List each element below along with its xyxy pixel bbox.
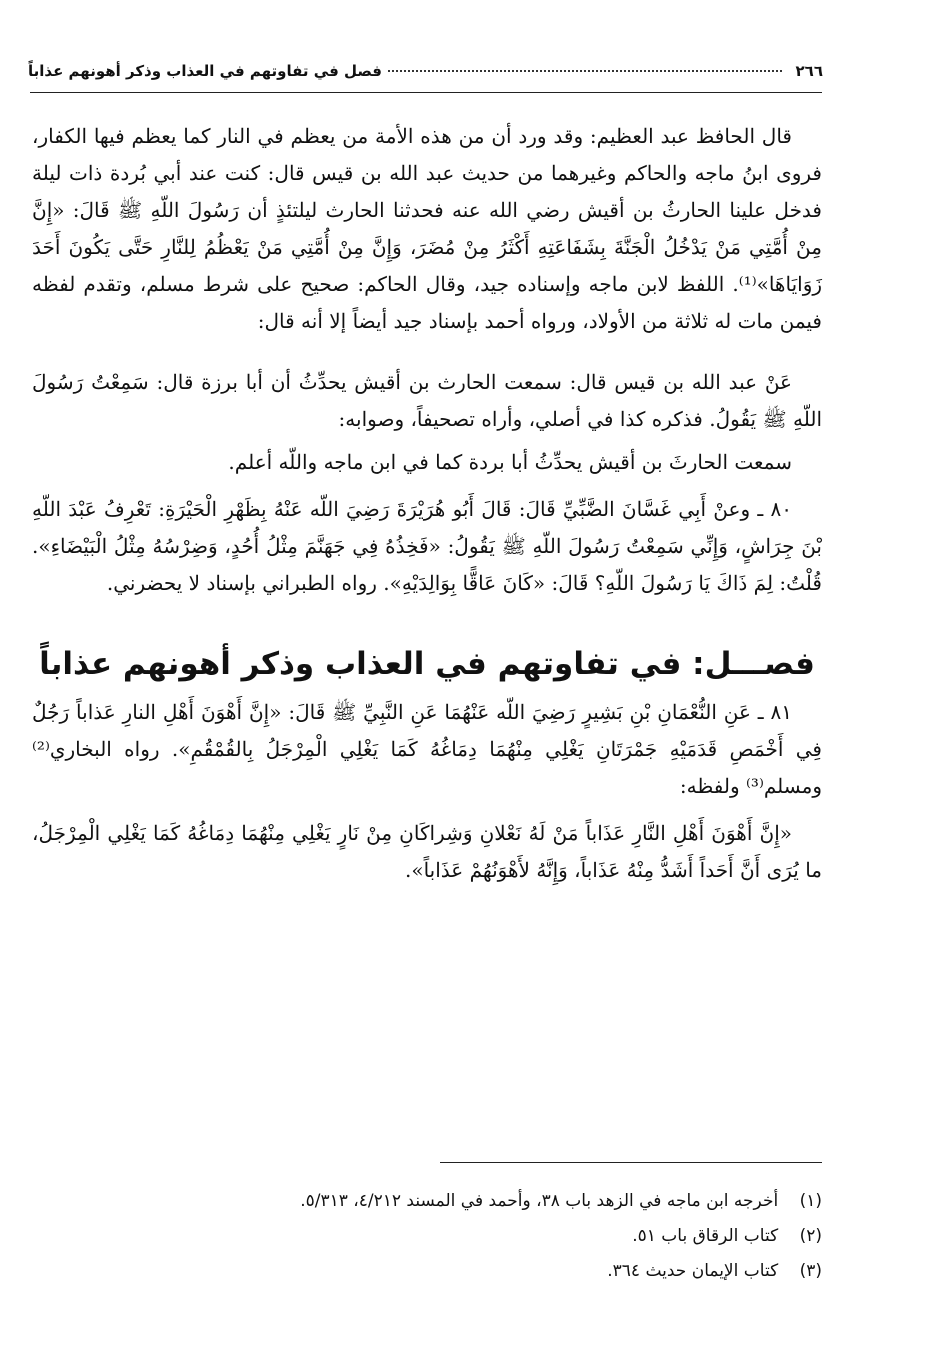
footnote-text: كتاب الإيمان حديث ٣٦٤. <box>607 1261 779 1281</box>
footnote-number: (٣) <box>799 1261 822 1281</box>
footnote-text: كتاب الرقاق باب ٥١. <box>632 1226 779 1246</box>
footnote-item <box>120 1184 822 1219</box>
footnote-number: (١) <box>799 1191 822 1211</box>
footnotes <box>120 1184 822 1289</box>
footnote-item <box>120 1254 822 1289</box>
header-dot-leader <box>388 70 782 72</box>
hadith-81-muslim-wording: «إِنَّ أَهْوَنَ أَهْلِ النَّارِ عَذَاباً مَنْ لَهُ نَعْلانِ وَشِراكَانِ مِنْ نَارٍ يَغْلِي مِنْهُمَا دِمَاغُهُ كَمَا يَغْلِي الْمِرْجَلُ، ما يُرَى أَنَّ أَحَداً أَشَدُّ مِنْهُ عَذَاباً، وَإِنَّهُ لأَهْوَنُهُمْ عَذَاباً». <box>32 821 822 882</box>
running-title: فصل في تفاوتهم في العذاب وذكر أهونهم عذاباً <box>28 62 382 80</box>
hadith-80: ٨٠ ـ وعنْ أَبِي غَسَّانَ الضَّبِّيِّ قَالَ: قَالَ أَبُو هُرَيْرَةَ رَضِيَ اللّه عَنْهُ بِظَهْرِ الْحَيْرَةِ: تَعْرِفُ عَبْدَ اللّهِ بْنَ جِرَاشٍ، وَإِنِّي سَمِعْتُ رَسُولَ اللّهِ ﷺ يَقُولُ: «فَخِذُهُ فِي جَهَنَّمَ مِثْلُ أُحُدٍ، وَضِرْسُهُ مِثْلُ الْبَيْضَاءِ». قُلْتُ: لِمَ ذَاكَ يَا رَسُولَ اللّهِ؟ قَالَ: «كَانَ عَاقًّا بِوَالِدَيْهِ». رواه الطبراني بإسناد لا يحضرني. <box>32 497 822 595</box>
footnote-text: أخرجه ابن ماجه في الزهد باب ٣٨، وأحمد في المسند ٤/٢١٢، ٥/٣١٣. <box>300 1191 779 1211</box>
main-text <box>32 118 822 889</box>
running-header <box>28 62 823 80</box>
header-rule <box>30 92 822 93</box>
page-number: ٢٦٦ <box>795 62 823 80</box>
paragraph-abdullah-ibn-qays: عَنْ عبد الله بن قيس قال: سمعت الحارث بن أقيش يحدِّثُ أن أبا برزة قال: سَمِعْتُ رَسُولَ اللّهِ ﷺ يَقُولُ. فذكره كذا في أصلي، وأراه تصحيفاً، وصوابه: <box>32 370 822 431</box>
section-title: فصـــل: في تفاوتهم في العذاب وذكر أهونهم عذاباً <box>39 646 815 682</box>
hadith-81: ٨١ ـ عَنِ النُّعْمَانِ بْنِ بَشِيرٍ رَضِيَ اللّه عَنْهُمَا عَنِ النَّبِيِّ ﷺ قَالَ: «إِنَّ أَهْوَنَ أَهْلِ النارِ عَذاباً رَجُلٌ فِي أَخْمَصِ قَدَمَيْهِ جَمْرَتَانِ يَغْلِي مِنْهُمَا دِمَاغُهُ كَمَا يَغْلِي الْمِرْجَلُ بِالقُمْقُمِ». رواه البخاري⁽²⁾ ومسلم⁽³⁾ ولفظه: <box>32 700 822 798</box>
paragraph-hafiz: قال الحافظ عبد العظيم: وقد ورد أن من هذه الأمة من يعظم في النار كما يعظم فيها الكفار، فروى ابنُ ماجه والحاكم وغيرهما من حديث عبد الله بن قيس قال: كنت عند أبي بُردة ذات ليلة فدخل علينا الحارثُ بن أقيش رضي الله عنه فحدثنا الحارث ليلتئذٍ أن رَسُولَ اللّهِ ﷺ قَالَ: «إِنَّ مِنْ أُمَّتِي مَنْ يَدْخُلُ الْجَنَّةَ بِشَفَاعَتِهِ أَكْثَرُ مِنْ مُضَرَ، وَإِنَّ مِنْ أُمَّتِي مَنْ يَعْظُمُ لِلنَّارِ حَتَّى يَكُونَ أَحَدَ زَوَايَاهَا»⁽¹⁾. اللفظ لابن ماجه وإسناده جيد، وقال الحاكم: صحيح على شرط مسلم، وتقدم لفظه فيمن مات له ثلاثة من الأولاد، ورواه أحمد بإسناد جيد أيضاً إلا أنه قال: <box>32 124 823 333</box>
footnote-item <box>120 1219 822 1254</box>
paragraph-correction: سمعت الحارثَ بن أقيش يحدِّثُ أبا بردة كما في ابن ماجه واللّه أعلم. <box>228 450 792 474</box>
footnote-number: (٢) <box>799 1226 822 1246</box>
footnote-rule <box>440 1162 822 1163</box>
